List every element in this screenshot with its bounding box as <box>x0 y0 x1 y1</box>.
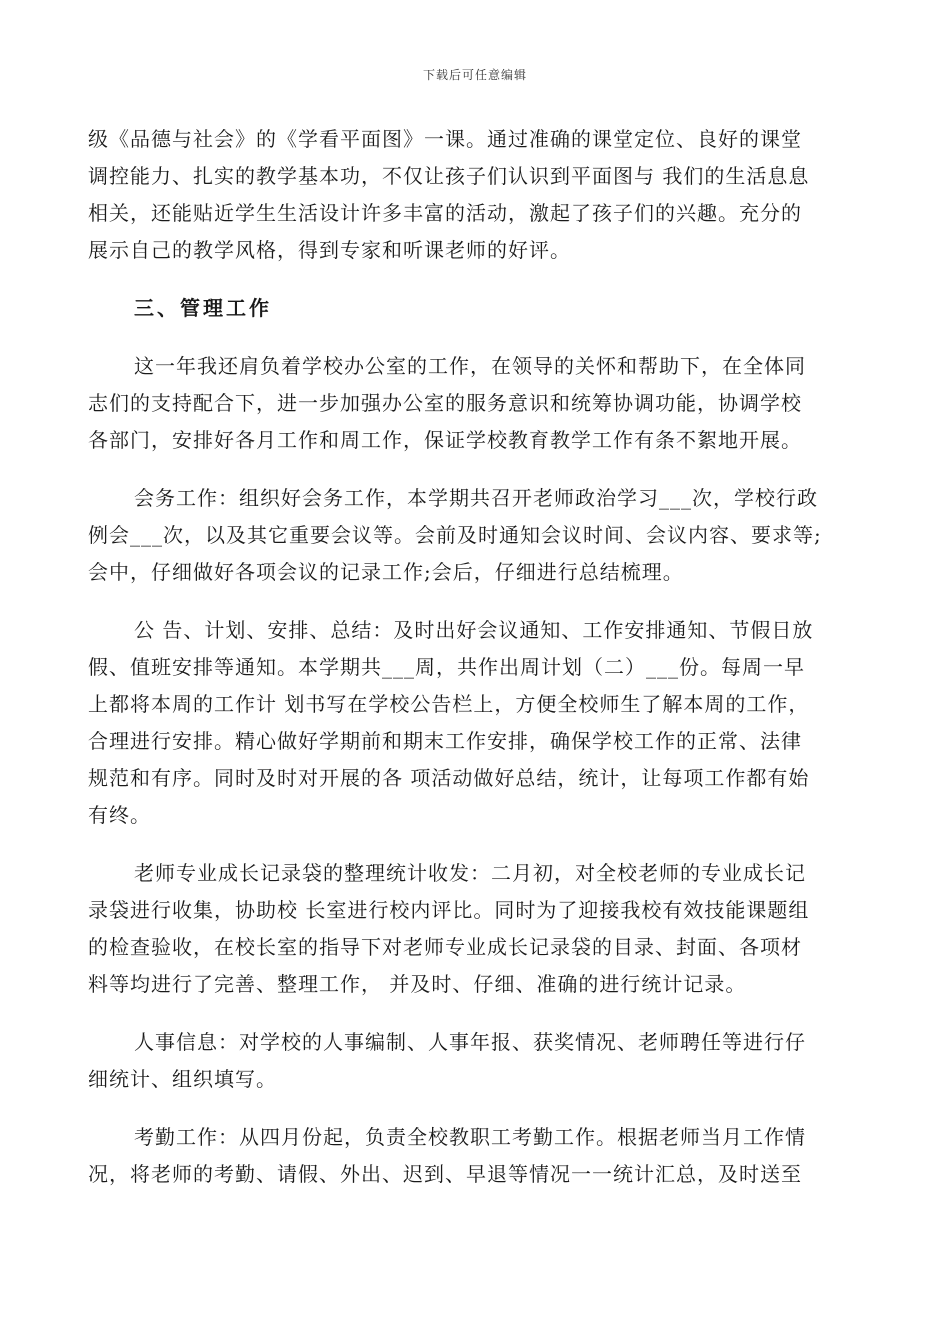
text-line: 人事信息：对学校的人事编制、人事年报、获奖情况、老师聘任等进行仔 <box>134 1030 806 1054</box>
paragraph-personnel-info <box>88 1024 863 1098</box>
text-line: 老师专业成长记录袋的整理统计收发：二月初，对全校老师的专业成长记 <box>134 861 806 885</box>
text-line: 有终。 <box>88 803 151 827</box>
text-line: 例会___次，以及其它重要会议等。会前及时通知会议时间、会议内容、要求等; <box>88 523 822 547</box>
text-line: 规范和有序。同时及时对开展的各 项活动做好总结，统计，让每项工作都有始 <box>88 766 810 790</box>
text-line: 级《品德与社会》的《学看平面图》一课。通过准确的课堂定位、良好的课堂 <box>88 127 802 151</box>
text-line: 考勤工作：从四月份起，负责全校教职工考勤工作。根据老师当月工作情 <box>134 1125 806 1149</box>
text-line: 展示自己的教学风格，得到专家和听课老师的好评。 <box>88 238 571 262</box>
text-line: 录袋进行收集，协助校 长室进行校内评比。同时为了迎接我校有效技能课题组 <box>88 898 810 922</box>
text-line: 的检查验收，在校长室的指导下对老师专业成长记录袋的目录、封面、各项材 <box>88 935 802 959</box>
section-heading-wrap <box>88 290 863 327</box>
text-line: 公 告、计划、安排、总结：及时出好会议通知、工作安排通知、节假日放 <box>134 618 814 642</box>
text-line: 会务工作：组织好会务工作，本学期共召开老师政治学习___次，学校行政 <box>134 486 818 510</box>
text-line: 细统计、组织填写。 <box>88 1067 277 1091</box>
text-line: 志们的支持配合下，进一步加强办公室的服务意识和统筹协调功能，协调学校 <box>88 391 802 415</box>
paragraph-office-work <box>88 348 863 459</box>
document-body <box>88 121 863 1193</box>
text-line: 合理进行安排。精心做好学期前和期末工作安排，确保学校工作的正常、法律 <box>88 729 802 753</box>
text-line: 假、值班安排等通知。本学期共___周，共作出周计划（二）___份。每周一早 <box>88 655 805 679</box>
text-line: 这一年我还肩负着学校办公室的工作，在领导的关怀和帮助下，在全体同 <box>134 354 806 378</box>
paragraph-meeting-work <box>88 480 863 591</box>
text-line: 况，将老师的考勤、请假、外出、迟到、早退等情况一一统计汇总，及时送至 <box>88 1162 802 1186</box>
section-heading: 三、管理工作 <box>134 296 272 320</box>
paragraph-lesson-review <box>88 121 863 269</box>
header-note: 下载后可任意编辑 <box>422 68 527 82</box>
paragraph-attendance <box>88 1119 863 1193</box>
text-line: 会中，仔细做好各项会议的记录工作;会后，仔细进行总结梳理。 <box>88 560 684 584</box>
text-line: 上都将本周的工作计 划书写在学校公告栏上，方便全校师生了解本周的工作， <box>88 692 810 716</box>
paragraph-growth-records <box>88 855 863 1003</box>
text-line: 调控能力、扎实的教学基本功，不仅让孩子们认识到平面图与 我们的生活息息 <box>88 164 810 188</box>
text-line: 相关，还能贴近学生生活设计许多丰富的活动，激起了孩子们的兴趣。充分的 <box>88 201 802 225</box>
text-line: 料等均进行了完善、整理工作， 并及时、仔细、准确的进行统计记录。 <box>88 972 747 996</box>
text-line: 各部门，安排好各月工作和周工作，保证学校教育教学工作有条不絮地开展。 <box>88 428 802 452</box>
paragraph-notice-plan <box>88 612 863 834</box>
